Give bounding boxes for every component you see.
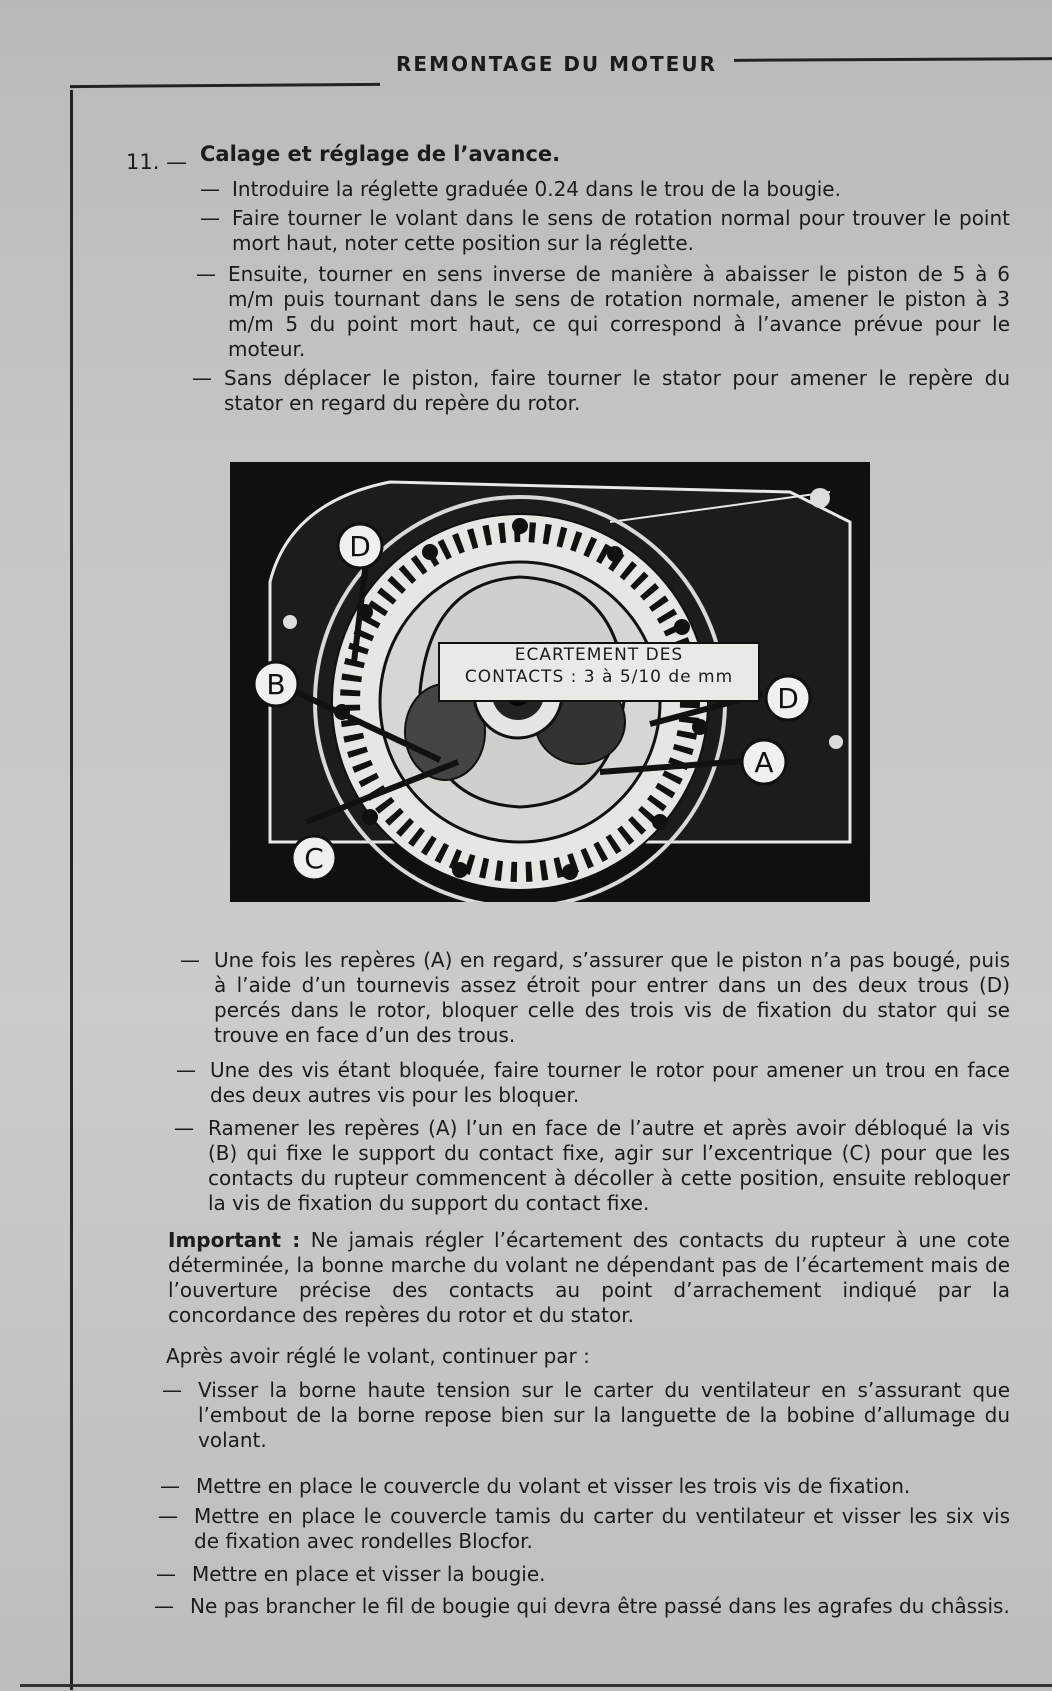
marker-b: B [266,668,286,701]
dash: — [192,366,212,390]
header-rule-right [734,57,1052,62]
step-text: Mettre en place et visser la bougie. [192,1562,546,1586]
section-title: Calage et réglage de l’avance. [200,142,561,166]
step-item [196,262,1010,362]
label-line-2: CONTACTS : 3 à 5/10 de mm [464,667,734,687]
step-item [154,1594,1010,1619]
step-text: Visser la borne haute tension sur le carter du ventilateur en s’assurant que l’embout de la borne repose bien sur la languette de la bobine d’allumage du volant. [198,1378,1010,1452]
step-item [174,1116,1010,1216]
step-item [192,366,1010,416]
dash: — [154,1594,174,1618]
step-item [160,1474,1010,1499]
intro-after: Après avoir réglé le volant, continuer par : [166,1344,590,1368]
step-item [200,206,1010,256]
dash: — [162,1378,182,1402]
dash: — [160,1474,180,1498]
important-note [168,1228,1010,1328]
step-text: Faire tourner le volant dans le sens de rotation normal pour trouver le point mort haut, noter cette position sur la réglette. [232,206,1010,255]
dash: — [200,206,220,230]
step-item [180,948,1010,1048]
frame-left-border [70,90,73,1690]
step-text: Ensuite, tourner en sens inverse de manière à abaisser le piston de 5 à 6 m/m puis tournant dans le sens de rotation normale, amener le piston à 3 m/m 5 du point mort haut, ce qui correspond à l’avance prévue pour le moteur. [228,262,1010,361]
marker-c: C [304,842,324,875]
step-text: Ramener les repères (A) l’un en face de l’autre et après avoir débloqué la vis (B) qui fixe le support du contact fixe, agir sur l’excentrique (C) pour que les contacts du rupteur commencent à décoller à cette position, ensuite rebloquer la vis de fixation du support du contact fixe. [208,1116,1010,1215]
dash: — [180,948,200,972]
important-label: Important : [168,1228,301,1252]
step-text: Mettre en place le couvercle du volant et visser les trois vis de fixation. [196,1474,911,1498]
step-text: Introduire la réglette graduée 0.24 dans le trou de la bougie. [232,177,841,201]
step-text: Sans déplacer le piston, faire tourner le stator pour amener le repère du stator en regard du repère du rotor. [224,366,1010,415]
contact-gap-label [438,642,760,702]
label-line-1: ECARTEMENT DES [514,645,684,665]
step-item [176,1058,1010,1108]
step-text: Une des vis étant bloquée, faire tourner le rotor pour amener un trou en face des deux autres vis pour les bloquer. [210,1058,1010,1107]
section-number: 11. — [126,150,188,174]
important-text: Ne jamais régler l’écartement des contacts du rupteur à une cote déterminée, la bonne marche du volant ne dépendant pas de l’écartement mais de l’ouverture précise des contacts au point d’arrachement indiqué par la concordance des repères du rotor et du stator. [168,1228,1010,1327]
header-rule-left [70,83,380,88]
dash: — [158,1504,178,1528]
dash: — [176,1058,196,1082]
frame-bottom-border [20,1684,1052,1687]
step-text: Mettre en place le couvercle tamis du carter du ventilateur et visser les six vis de fixation avec rondelles Blocfor. [194,1504,1010,1553]
step-text: Une fois les repères (A) en regard, s’assurer que le piston n’a pas bougé, puis à l’aide d’un tournevis assez étroit pour entrer dans un des deux trous (D) percés dans le rotor, bloquer celle des trois vis de fixation du stator qui se trouve en face d’un des trous. [214,948,1010,1047]
step-text: Ne pas brancher le fil de bougie qui devra être passé dans les agrafes du châssis. [190,1594,1010,1618]
dash: — [200,177,220,201]
page-header-title: REMONTAGE DU MOTEUR [396,52,717,76]
step-item [158,1504,1010,1554]
marker-a: A [754,746,774,779]
step-item [162,1378,1010,1453]
marker-d-right: D [777,682,799,715]
dash: — [196,262,216,286]
step-item [156,1562,1010,1587]
marker-d-upper: D [349,530,371,563]
dash: — [174,1116,194,1140]
dash: — [156,1562,176,1586]
step-item [200,177,1010,202]
